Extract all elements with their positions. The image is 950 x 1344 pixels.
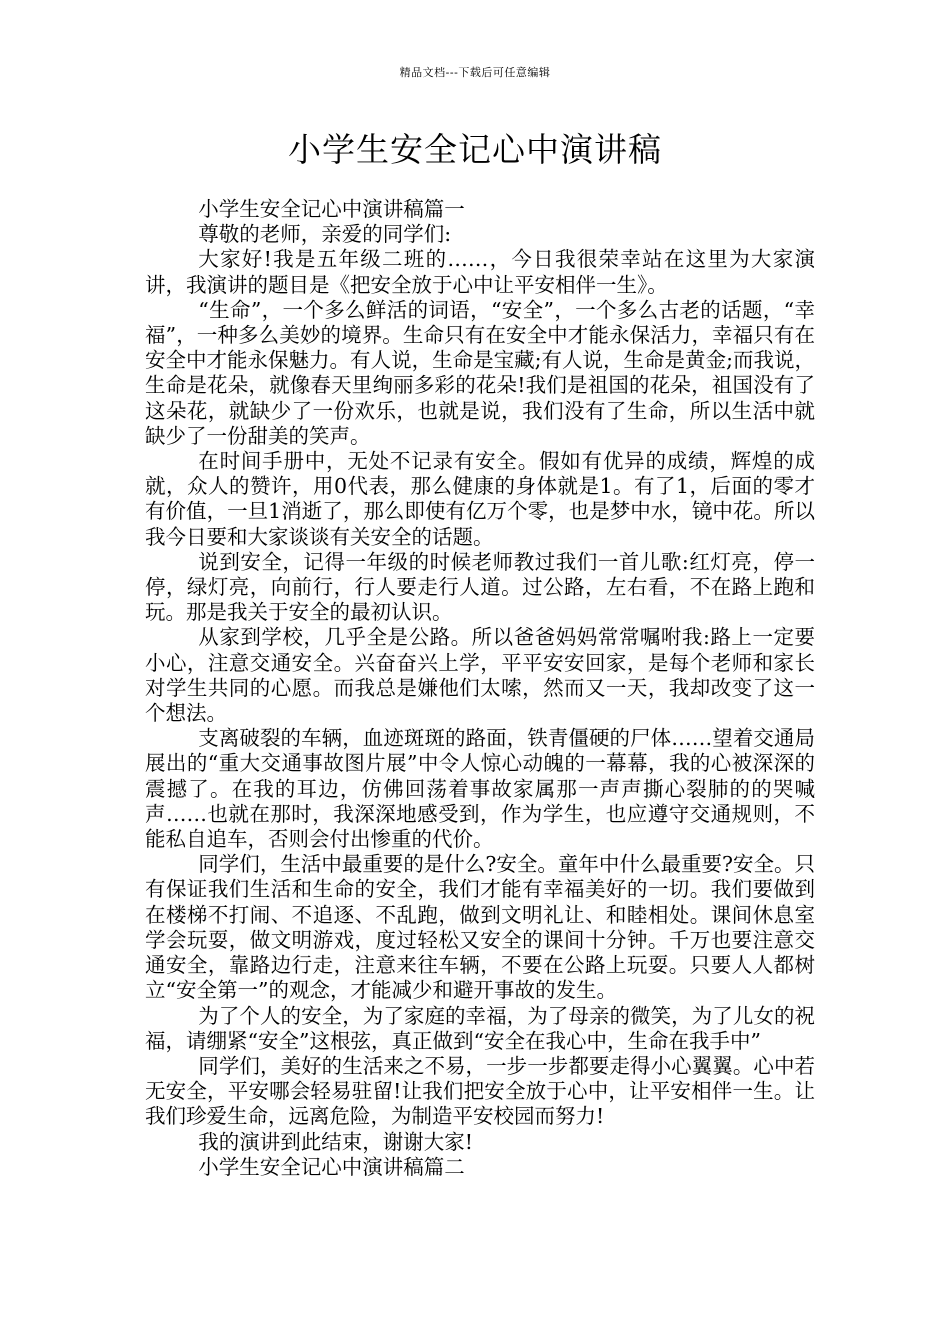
salutation: 尊敬的老师，亲爱的同学们: [198,222,452,247]
document-title: 小学生安全记心中演讲稿 [288,130,662,169]
body-paragraph: 同学们，生活中最重要的是什么?安全。童年中什么最重要?安全。只有保证我们生活和生命的安全，我们才能有幸福美好的一切。我们要做到在楼梯不打闹、不追逐、不乱跑，做到文明礼让、和睦相处。课间休息室学会玩耍，做文明游戏，度过轻松又安全的课间十分钟。千万也要注意交通安全，靠路边行走，注意来往车辆，不要在公路上玩耍。只要人人都树立“安全第一”的观念，才能减少和避开事故的发生。 [145,852,815,1003]
section-heading-part-one: 小学生安全记心中演讲稿篇一 [198,197,465,221]
closing-line: 我的演讲到此结束，谢谢大家! [198,1129,474,1154]
document-body [145,197,815,1180]
body-paragraph: 说到安全，记得一年级的时候老师教过我们一首儿歌:红灯亮，停一停，绿灯亮，向前行，行人要走行人道。过公路，左右看，不在路上跑和玩。那是我关于安全的最初认识。 [145,549,815,625]
body-paragraph: “生命”，一个多么鲜活的词语，“安全”，一个多么古老的话题，“幸福”，一种多么美妙的境界。生命只有在安全中才能永保活力，幸福只有在安全中才能永保魅力。有人说，生命是宝藏;有人说，生命是黄金;而我说，生命是花朵，就像春天里绚丽多彩的花朵!我们是祖国的花朵，祖国没有了这朵花，就缺少了一份欢乐，也就是说，我们没有了生命，所以生活中就缺少了一份甜美的笑声。 [145,297,815,448]
body-paragraph: 支离破裂的车辆，血迹斑斑的路面，铁青僵硬的尸体……望着交通局展出的“重大交通事故图片展”中令人惊心动魄的一幕幕，我的心被深深的震撼了。在我的耳边，仿佛回荡着事故家属那一声声撕心裂肺的的哭喊声……也就在那时，我深深地感受到，作为学生，也应遵守交通规则，不能私自追车，否则会付出惨重的代价。 [145,726,815,852]
section-heading-part-two: 小学生安全记心中演讲稿篇二 [198,1154,465,1179]
body-paragraph: 同学们，美好的生活来之不易，一步一步都要走得小心翼翼。心中若无安全，平安哪会轻易驻留!让我们把安全放于心中，让平安相伴一生。让我们珍爱生命，远离危险，为制造平安校园而努力! [145,1053,815,1129]
body-paragraph: 大家好!我是五年级二班的……，今日我很荣幸站在这里为大家演讲，我演讲的题目是《把安全放于心中让平安相伴一生》。 [145,247,815,297]
body-paragraph: 从家到学校，几乎全是公路。所以爸爸妈妈常常嘱咐我:路上一定要小心，注意交通安全。兴奋奋兴上学，平平安安回家，是每个老师和家长对学生共同的心愿。而我总是嫌他们太嗦，然而又一天，我却改变了这一个想法。 [145,625,815,726]
body-paragraph: 为了个人的安全，为了家庭的幸福，为了母亲的微笑，为了儿女的祝福，请绷紧“安全”这根弦，真正做到“安全在我心中，生命在我手中” [145,1003,815,1053]
header-note: 精品文档---下载后可任意编辑 [399,66,551,79]
body-paragraph: 在时间手册中，无处不记录有安全。假如有优异的成绩，辉煌的成就，众人的赞许，用0代表，那么健康的身体就是1。有了1，后面的零才有价值，一旦1消逝了，那么即使有亿万个零，也是梦中水，镜中花。所以我今日要和大家谈谈有关安全的话题。 [145,449,815,549]
